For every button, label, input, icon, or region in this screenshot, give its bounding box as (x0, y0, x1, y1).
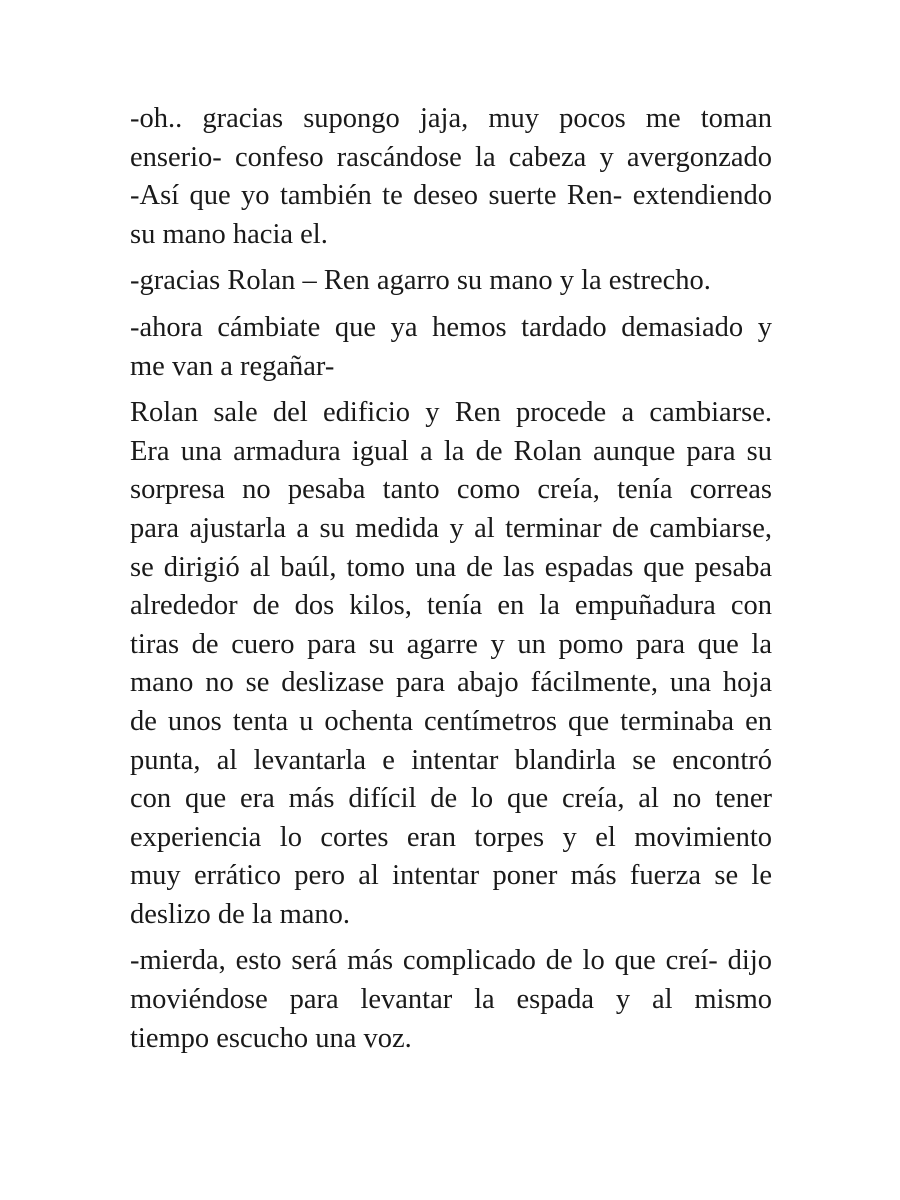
text-line: enserio- confeso rascándose la cabeza y avergonzado (130, 141, 772, 173)
text-line: -gracias Rolan – Ren agarro su mano y la estrecho. (130, 265, 711, 297)
text-line: -ahora cámbiate que ya hemos tardado demasiado y (130, 311, 772, 343)
text-line: experiencia lo cortes eran torpes y el movimiento (130, 821, 772, 853)
text-line: de unos tenta u ochenta centímetros que terminaba en (130, 705, 772, 737)
text-line: con que era más difícil de lo que creía, al no tener (130, 783, 772, 815)
text-line: sorpresa no pesaba tanto como creía, tenía correas (130, 474, 772, 506)
text-line: moviéndose para levantar la espada y al mismo (130, 984, 772, 1016)
text-line: para ajustarla a su medida y al terminar de cambiarse, (130, 512, 772, 544)
text-line: tiempo escucho una voz. (130, 1022, 412, 1054)
text-line: punta, al levantarla e intentar blandirla se encontró (130, 744, 772, 776)
text-line: tiras de cuero para su agarre y un pomo para que la (130, 628, 772, 660)
text-line: -mierda, esto será más complicado de lo que creí- dijo (130, 945, 772, 977)
paragraph-3 (130, 309, 772, 386)
text-line: deslizo de la mano. (130, 898, 351, 930)
paragraph-5 (130, 942, 772, 1058)
text-line: se dirigió al baúl, tomo una de las espadas que pesaba (130, 551, 772, 583)
paragraph-4 (130, 394, 772, 934)
text-line: Rolan sale del edificio y Ren procede a cambiarse. (130, 397, 772, 429)
text-line: me van a regañar- (130, 350, 335, 382)
text-line: -Así que yo también te deseo suerte Ren- extendiendo (130, 180, 772, 212)
text-line: alrededor de dos kilos, tenía en la empuñadura con (130, 590, 772, 622)
text-line: su mano hacia el. (130, 218, 328, 250)
text-line: mano no se deslizase para abajo fácilmente, una hoja (130, 667, 772, 699)
text-line: -oh.. gracias supongo jaja, muy pocos me toman (130, 103, 772, 134)
paragraph-1 (130, 100, 772, 254)
text-line: muy errático pero al intentar poner más fuerza se le (130, 860, 772, 892)
paragraph-2 (130, 262, 772, 301)
text-line: Era una armadura igual a la de Rolan aunque para su (130, 435, 772, 467)
